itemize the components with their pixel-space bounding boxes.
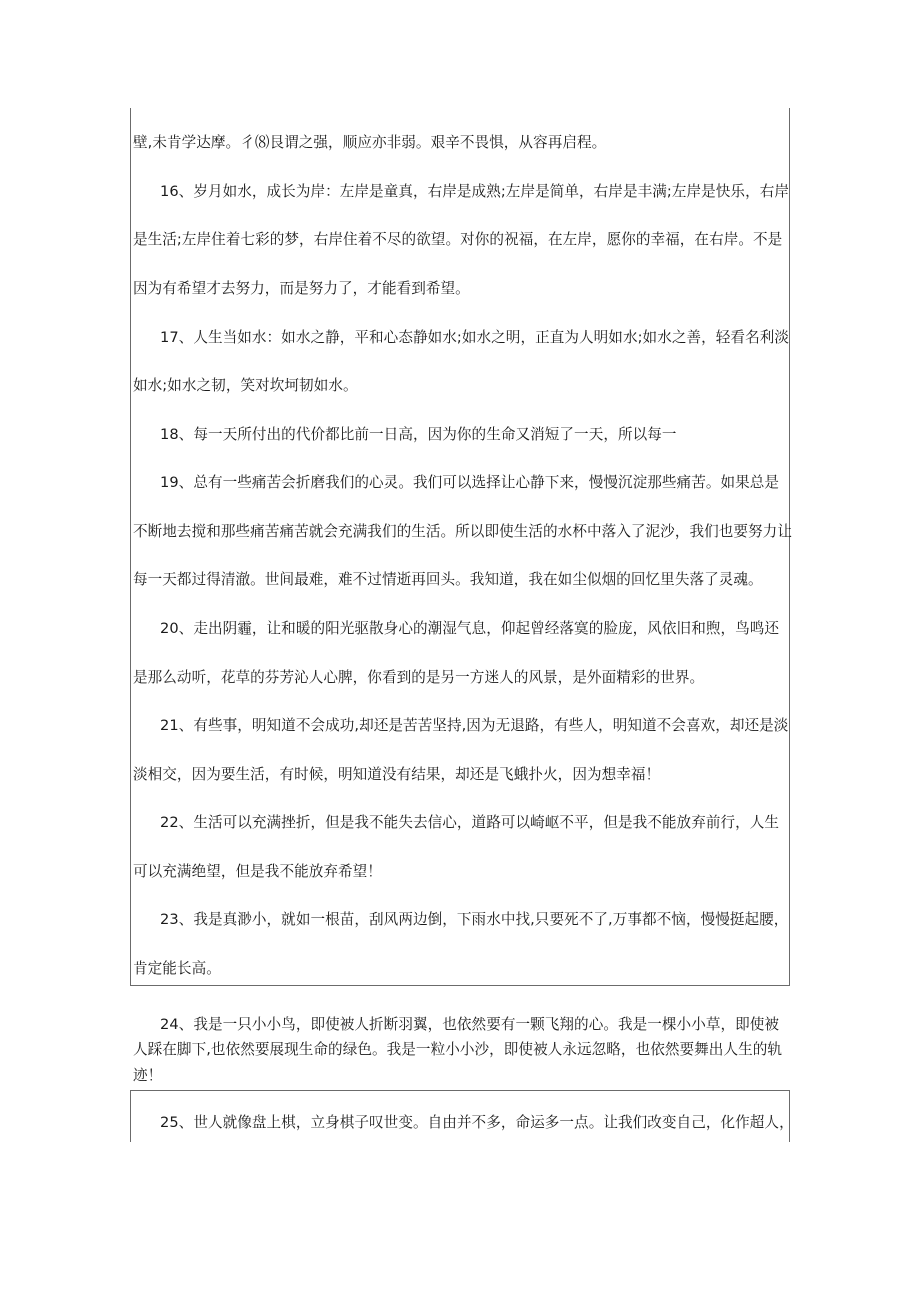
text-line: 是那么动听，花草的芬芳沁人心脾，你看到的是另一方迷人的风景，是外面精彩的世界。: [133, 669, 705, 686]
text-line: 可以充满绝望，但是我不能放弃希望！: [133, 863, 382, 880]
text-line: 迹！: [133, 1067, 163, 1084]
text-line: 25、世人就像盘上棋，立身棋子叹世变。自由并不多，命运多一点。让我们改变自己，化作超人，: [160, 1114, 794, 1131]
text-line: 肯定能长高。: [133, 960, 221, 977]
text-line: 20、走出阴霾，让和暖的阳光驱散身心的潮湿气息，仰起曾经落寞的脸庞，风依旧和煦，鸟鸣还: [160, 620, 780, 637]
text-line: 23、我是真渺小，就如一根苗，刮风两边倒，下雨水中找,只要死不了,万事都不恼，慢慢挺起腰，: [160, 911, 789, 928]
text-line: 17、人生当如水：如水之静，平和心态静如水;如水之明，正直为人明如水;如水之善，轻看名利淡: [160, 329, 790, 346]
text-line: 人踩在脚下,也依然要展现生命的绿色。我是一粒小小沙，即使被人永远忽略，也依然要舞出人生的轨: [133, 1041, 783, 1058]
text-line: 因为有希望才去努力，而是努力了，才能看到希望。: [133, 280, 470, 297]
text-line: 19、总有一些痛苦会折磨我们的心灵。我们可以选择让心静下来，慢慢沉淀那些痛苦。如果总是: [160, 474, 780, 491]
text-line: 如水;如水之韧，笑对坎坷韧如水。: [133, 377, 358, 394]
text-line: 16、岁月如水，成长为岸：左岸是童真，右岸是成熟;左岸是简单，右岸是丰满;左岸是快乐，右岸: [160, 183, 790, 200]
text-line: 不断地去搅和那些痛苦痛苦就会充满我们的生活。所以即使生活的水杯中落入了泥沙，我们也要努力让: [133, 523, 792, 540]
text-line: 18、每一天所付出的代价都比前一日高，因为你的生命又消短了一天，所以每一: [160, 426, 677, 443]
text-line: 21、有些事，明知道不会成功,却还是苦苦坚持,因为无退路，有些人，明知道不会喜欢，却还是淡: [160, 717, 789, 734]
text-line: 每一天都过得清澈。世间最难，难不过情逝再回头。我知道，我在如尘似烟的回忆里失落了灵魂。: [133, 571, 763, 588]
text-line: 壁,未肯学达摩。彳⑻艮谓之强，顺应亦非弱。艰辛不畏惧，从容再启程。: [133, 134, 607, 151]
text-line: 是生活;左岸住着七彩的梦，右岸住着不尽的欲望。对你的祝福，在左岸，愿你的幸福，在右岸。不是: [133, 231, 783, 248]
text-line: 24、我是一只小小鸟，即使被人折断羽翼，也依然要有一颗飞翔的心。我是一棵小小草，即使被: [160, 1016, 780, 1033]
text-line: 淡相交，因为要生活，有时候，明知道没有结果，却还是飞蛾扑火，因为想幸福！: [133, 766, 661, 783]
text-line: 22、生活可以充满挫折，但是我不能失去信心，道路可以崎岖不平，但是我不能放弃前行，人生: [160, 814, 780, 831]
